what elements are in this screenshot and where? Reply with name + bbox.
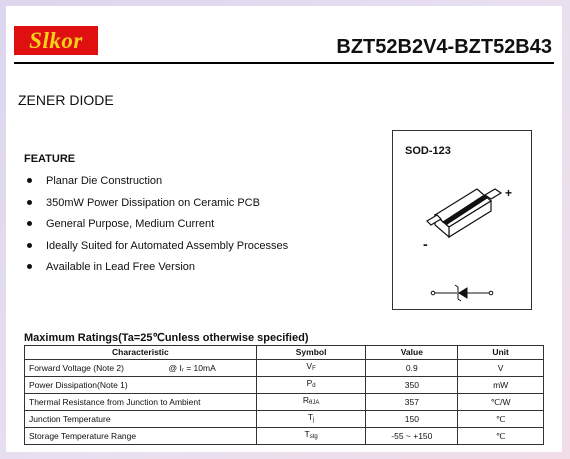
table-row — [25, 428, 544, 445]
feature-list — [24, 174, 288, 282]
table-row — [25, 394, 544, 411]
symbol-cell: $T_j$ — [256, 411, 366, 428]
unit-cell: mW — [458, 377, 544, 394]
condition-text: @ Iᵣ = 10mA — [168, 362, 216, 373]
value-cell: 350 — [366, 377, 458, 394]
symbol-cell: $V_F$ — [256, 360, 366, 377]
column-header: Characteristic — [25, 346, 257, 360]
package-diagram-box — [392, 130, 532, 310]
column-header: Symbol — [256, 346, 366, 360]
unit-cell: V — [458, 360, 544, 377]
plus-terminal-label: + — [505, 186, 513, 200]
characteristic-cell: Forward Voltage (Note 2) @ Iᵣ = 10mA — [25, 360, 257, 377]
table-row — [25, 377, 544, 394]
package-label: SOD-123 — [405, 145, 451, 157]
brand-logo: Slkor — [14, 26, 98, 55]
column-header: Unit — [458, 346, 544, 360]
unit-cell: ℃ — [458, 411, 544, 428]
datasheet-page — [6, 6, 562, 452]
feature-item: Ideally Suited for Automated Assembly Processes — [24, 239, 288, 261]
minus-terminal-label: - — [423, 236, 428, 252]
header-divider — [14, 62, 554, 64]
feature-item: General Purpose, Medium Current — [24, 217, 288, 239]
table-header-row — [25, 346, 544, 360]
value-cell: 150 — [366, 411, 458, 428]
column-header: Value — [366, 346, 458, 360]
max-ratings-table — [24, 345, 544, 445]
table-row — [25, 411, 544, 428]
value-cell: -55 ~ +150 — [366, 428, 458, 445]
characteristic-cell: Junction Temperature — [25, 411, 257, 428]
unit-cell: ℃ — [458, 428, 544, 445]
characteristic-cell: Storage Temperature Range — [25, 428, 257, 445]
document-title: ZENER DIODE — [18, 92, 114, 108]
feature-heading: FEATURE — [24, 153, 76, 165]
table-row — [25, 360, 544, 377]
symbol-cell: $R_{\theta JA}$ — [256, 394, 366, 411]
symbol-cell: $P_d$ — [256, 377, 366, 394]
feature-item: Available in Lead Free Version — [24, 260, 288, 282]
characteristic-cell: Thermal Resistance from Junction to Ambient — [25, 394, 257, 411]
value-cell: 357 — [366, 394, 458, 411]
characteristic-cell: Power Dissipation(Note 1) — [25, 377, 257, 394]
package-drawing — [393, 131, 533, 311]
zener-diode-symbol-icon — [431, 285, 493, 301]
sod123-package-icon — [427, 189, 501, 237]
symbol-cell: $T_{stg}$ — [256, 428, 366, 445]
unit-cell: ℃/W — [458, 394, 544, 411]
feature-item: 350mW Power Dissipation on Ceramic PCB — [24, 196, 288, 218]
feature-item: Planar Die Construction — [24, 174, 288, 196]
part-number-range: BZT52B2V4-BZT52B43 — [336, 36, 552, 58]
value-cell: 0.9 — [366, 360, 458, 377]
ratings-heading: Maximum Ratings(Ta=25℃unless otherwise specified) — [24, 332, 309, 344]
